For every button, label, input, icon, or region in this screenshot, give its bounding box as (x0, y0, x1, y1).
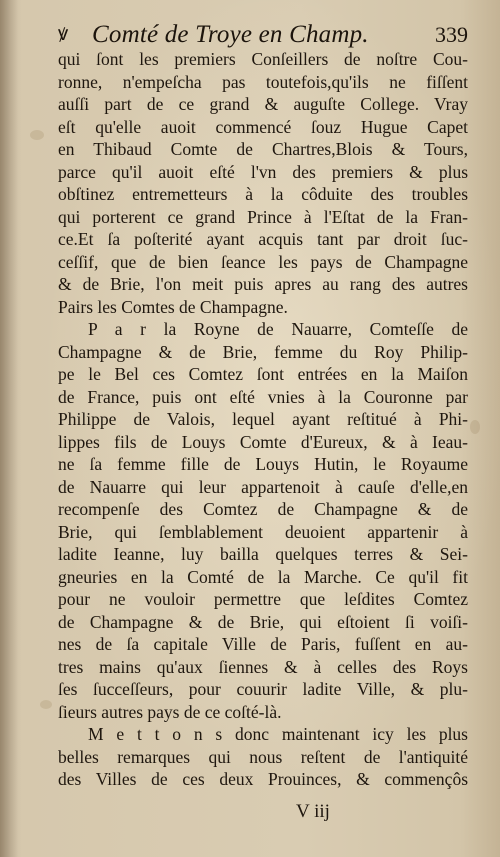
text-line: & de Brie, l'on meit puis apres au rang des autres (58, 274, 468, 294)
text-line: recompenſe des Comtez de Champagne & de (58, 499, 468, 519)
text-line: Philippe de Valois, lequel ayant reſtitué à Phi- (58, 409, 468, 429)
paragraph-start-line: M e t t o n s donc maintenant icy les plus (88, 724, 468, 744)
text-line: ronne, n'empeſcha pas toutefois,qu'ils ne fiſſent (58, 71, 468, 92)
text-line: de France, puis ont eſté vnies à la Couronne par (58, 386, 468, 407)
paper-stain (470, 420, 480, 434)
text-line: ladite Ieanne, luy bailla quelques terres & Sei- (58, 544, 468, 564)
paragraph-start-line: P a r la Royne de Nauarre, Comteſſe de (88, 319, 468, 339)
text-line: nes de ſa capitale Ville de Paris, fuſſent en au- (58, 634, 468, 654)
paper-stain (30, 130, 44, 140)
text-line: en Thibaud Comte de Chartres,Blois & Tours, (58, 139, 468, 159)
text-line: ceſſif, que de bien ſeance les pays de Champagne (58, 251, 468, 272)
signature-mark: V iij (296, 801, 330, 822)
text-line: auſſi part de ce grand & auguſte College. Vray (58, 94, 468, 114)
text-line: pour ne vouloir permettre que leſdites Comtez (58, 589, 468, 609)
text-line: qui ſont les premiers Conſeillers de noſtre Cou- (58, 49, 468, 69)
text-line: pe le Bel ces Comtez ſont entrées en la Maiſon (58, 364, 468, 384)
running-title: Comté de Troye en Champ. (92, 21, 369, 48)
text-line: belles remarques qui nous reſtent de l'antiquité (58, 746, 468, 767)
text-line: obſtinez entremetteurs à la côduite des troubles (58, 184, 468, 204)
text-line: tres mains qu'aux ſiennes & à celles des Roys (58, 656, 468, 677)
text-line: de Nauarre qui leur appartenoit à cauſe d'elle,en (58, 476, 468, 497)
page-gutter-shadow (0, 0, 18, 857)
text-line: eſt qu'elle auoit commencé ſouz Hugue Capet (58, 116, 468, 137)
text-line: Champagne & de Brie, femme du Roy Philip- (58, 341, 468, 362)
text-line: de Champagne & de Brie, qui eſtoient ſi voiſi- (58, 611, 468, 632)
text-line: lippes fils de Louys Comte d'Eureux, & à Ieau- (58, 431, 468, 452)
running-head (58, 20, 468, 50)
paragraph-end-line: ſieurs autres pays de ce coſté-là. (58, 701, 282, 722)
text-line: parce qu'il auoit eſté l'vn des premiers & plus (58, 161, 468, 182)
fleuron-icon: ꝟ (58, 23, 69, 45)
text-line: ce.Et ſa poſterité ayant acquis tant par droit ſuc- (58, 229, 468, 249)
text-line: des Villes de ces deux Prouinces, & commençôs (58, 769, 468, 789)
text-line: Brie, qui ſemblablement deuoient appartenir à (58, 521, 468, 542)
text-line: ſes ſucceſſeurs, pour couurir ladite Ville, & plu- (58, 679, 468, 699)
text-line: qui porterent ce grand Prince à l'Eſtat de la Fran- (58, 206, 468, 227)
paper-stain (40, 700, 52, 709)
body-text (58, 48, 468, 791)
page-number: 339 (435, 22, 468, 47)
text-line: gneuries en la Comté de la Marche. Ce qu'il fit (58, 566, 468, 587)
text-line: ne ſa femme fille de Louys Hutin, le Royaume (58, 454, 468, 474)
paragraph-end-line: Pairs les Comtes de Champagne. (58, 296, 288, 317)
